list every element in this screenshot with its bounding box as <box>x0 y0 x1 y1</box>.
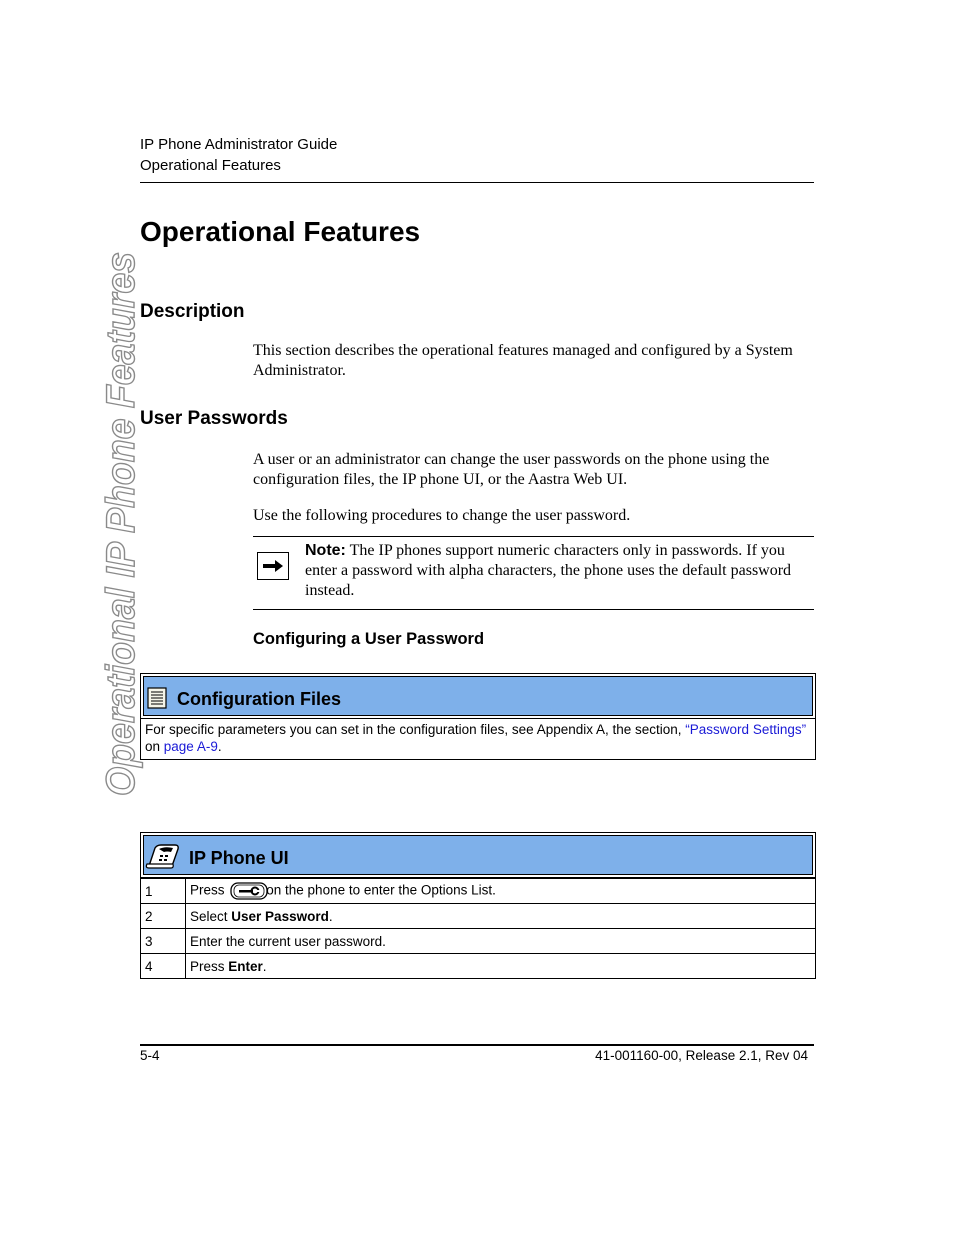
step-text-post: . <box>262 958 267 974</box>
note-box <box>253 536 814 610</box>
arrow-right-icon <box>257 552 289 580</box>
step-number: 3 <box>141 929 186 954</box>
step-text-post: on the phone to enter the Options List. <box>266 882 496 898</box>
config-files-header <box>140 673 816 719</box>
step-number: 2 <box>141 904 186 929</box>
config-files-title: Configuration Files <box>177 689 341 709</box>
note-label: Note: <box>305 542 346 559</box>
footer-page-number: 5-4 <box>140 1048 160 1063</box>
document-icon <box>147 687 167 714</box>
table-row <box>141 954 816 979</box>
page-title: Operational Features <box>140 216 421 247</box>
step-number: 1 <box>141 879 186 904</box>
step-text: Enter the current user password. <box>186 929 816 954</box>
phone-icon <box>145 842 181 875</box>
step-text <box>186 904 816 929</box>
config-files-text-end: . <box>217 739 222 754</box>
config-files-text-mid: on <box>145 739 164 754</box>
ip-phone-ui-panel <box>140 832 816 979</box>
side-tab-title <box>99 215 144 796</box>
config-files-body <box>140 719 816 760</box>
note-text <box>305 541 805 601</box>
user-passwords-para2: Use the following procedures to change the user password. <box>253 507 631 524</box>
description-text: This section describes the operational features managed and configured by a System Administrator. <box>253 342 793 379</box>
step-text-pre: Press <box>190 958 229 974</box>
step-text <box>186 954 816 979</box>
table-row <box>141 879 816 904</box>
step-number: 4 <box>141 954 186 979</box>
step-text-bold: User Password <box>231 908 329 924</box>
config-files-text: For specific parameters you can set in the configuration files, see Appendix A, the section, <box>145 722 686 737</box>
ip-phone-ui-header <box>140 832 816 878</box>
header-divider <box>140 182 814 183</box>
step-text-pre: Select <box>190 908 232 924</box>
password-settings-link[interactable]: “Password Settings” <box>685 722 807 737</box>
footer-doc-id: 41-001160-00, Release 2.1, Rev 04 <box>595 1048 808 1063</box>
side-tab-label: Operational IP Phone Features <box>99 215 143 796</box>
table-row <box>141 929 816 954</box>
header-guide-title: IP Phone Administrator Guide <box>140 136 338 153</box>
ip-phone-ui-title: IP Phone UI <box>189 848 289 868</box>
header-section-title: Operational Features <box>140 157 281 174</box>
config-files-panel <box>140 673 816 760</box>
page-a9-link[interactable]: page A-9 <box>163 739 218 754</box>
step-text <box>186 879 816 904</box>
step-text-bold: Enter <box>228 958 263 974</box>
step-text-pre: Press <box>190 882 229 898</box>
footer-divider <box>140 1044 814 1046</box>
user-passwords-heading: User Passwords <box>140 408 288 429</box>
table-row <box>141 904 816 929</box>
user-passwords-para1: A user or an administrator can change the user passwords on the phone using the configuration files, the IP phone UI, or the Aastra Web UI. <box>253 451 770 488</box>
steps-table <box>140 878 816 979</box>
description-heading: Description <box>140 301 245 322</box>
step-text-post: . <box>328 908 333 924</box>
configuring-password-heading: Configuring a User Password <box>253 630 485 648</box>
note-body: The IP phones support numeric characters only in passwords. If you enter a password with alpha characters, the phone uses the default password instead. <box>305 542 792 599</box>
options-key-icon <box>230 882 268 900</box>
